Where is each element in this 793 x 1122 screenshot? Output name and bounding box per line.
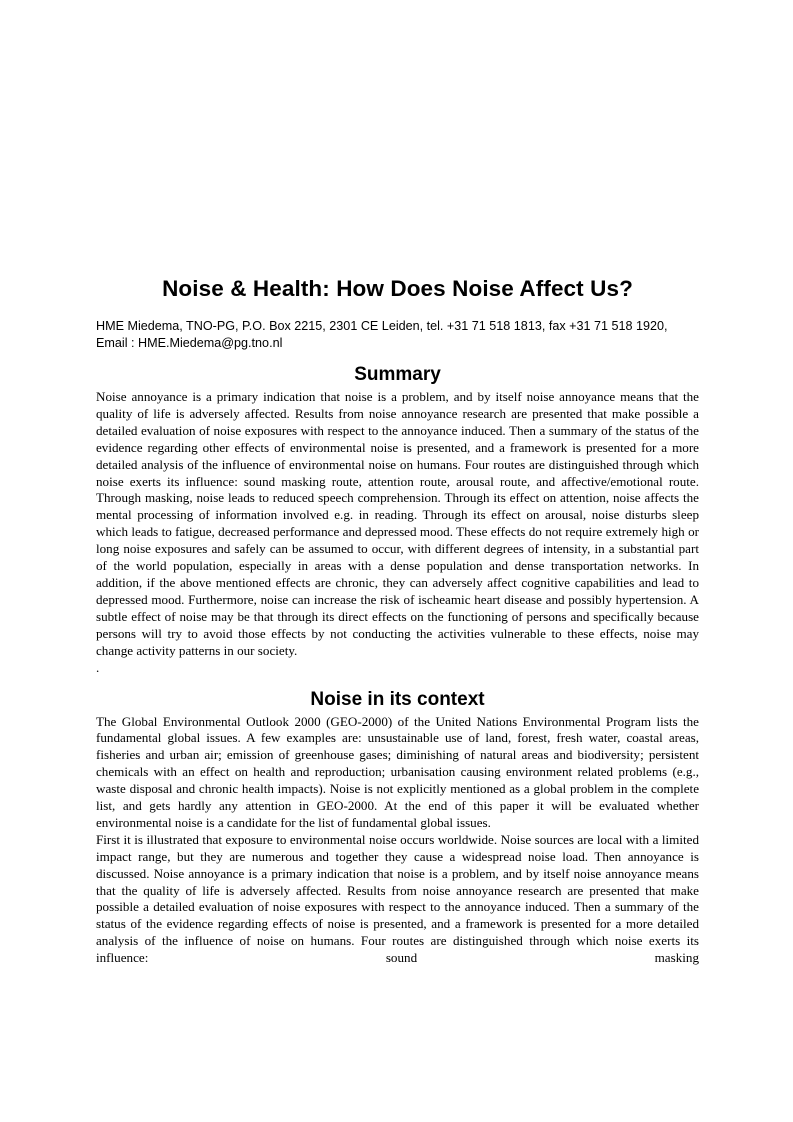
- summary-section: [96, 361, 699, 676]
- summary-paragraph: Noise annoyance is a primary indication that noise is a problem, and by itself noise annoyance means that the quality of life is adversely affected. Results from noise annoyance research are presented that make possible a detailed evaluation of noise exposures with respect to the annoyance induced. Then a summary of the status of the evidence regarding other effects of environmental noise is presented, and a framework is presented for a more detailed analysis of the influence of environmental noise on humans. Four routes are distinguished through which noise exerts its influence: sound masking route, attention route, arousal route, and affective/emotional route. Through masking, noise leads to reduced speech comprehension. Through its effect on attention, noise affects the mental processing of information involved e.g. in reading. Through its effect on arousal, noise disturbs sleep which leads to fatigue, decreased performance and depressed mood. These effects do not require extremely high or long noise exposures and safely can be assumed to occur, with different degrees of intensity, in a substantial part of the world population, especially in areas with a dense population and dense transportation networks. In addition, if the above mentioned effects are chronic, they can adversely affect cognitive capabilities and lead to depressed mood. Furthermore, noise can increase the risk of ischeamic heart disease and possibly hypertension. A subtle effect of noise may be that through its direct effects on the functioning of persons and specifically because persons will try to avoid those effects by not conducting the activities vulnerable to these effects, noise may change activity patterns in our society.: [96, 389, 699, 658]
- summary-heading: Summary: [354, 364, 441, 385]
- author-affiliation: HME Miedema, TNO-PG, P.O. Box 2215, 2301 CE Leiden, tel. +31 71 518 1813, fax +31 71 518 1920, Email : HME.Miedema@pg.tno.nl: [96, 319, 668, 350]
- summary-trailing-mark: .: [96, 659, 100, 675]
- paper-title: Noise & Health: How Does Noise Affect Us?: [162, 276, 633, 301]
- context-paragraph: The Global Environmental Outlook 2000 (GEO-2000) of the United Nations Environmental Program lists the fundamental global issues. A few examples are: unsustainable use of land, forest, fresh water, coastal areas, fisheries and urban air; emission of greenhouse gases; diminishing of natural areas and biodiversity; persistent chemicals with an effect on health and reproduction; urbanisation causing environment related problems (e.g., waste disposal and chronic health impacts). Noise is not explicitly mentioned as a global problem in the complete list, and gets hardly any attention in GEO-2000. At the end of this paper it will be evaluated whether environmental noise is a candidate for the list of fundamental global issues.: [96, 713, 699, 830]
- context-section: [96, 686, 699, 1102]
- context-paragraph: First it is illustrated that exposure to environmental noise occurs worldwide. Noise sources are local with a limited impact range, but they are numerous and together they cause a widespread noise load. Then annoyance is discussed. Noise annoyance is a primary indication that noise is a problem, and by itself noise annoyance means that the quality of life is adversely affected. Results from noise annoyance research are presented that make possible a detailed evaluation of noise exposures with respect to the annoyance induced. Then a summary of the status of the evidence regarding effects of noise is presented, and a framework is presented for a more detailed analysis of the influence of noise on humans. Four routes are distinguished through which noise exerts its influence: sound masking: [96, 831, 699, 966]
- paper-page: [96, 272, 699, 1102]
- context-heading: Noise in its context: [310, 688, 485, 710]
